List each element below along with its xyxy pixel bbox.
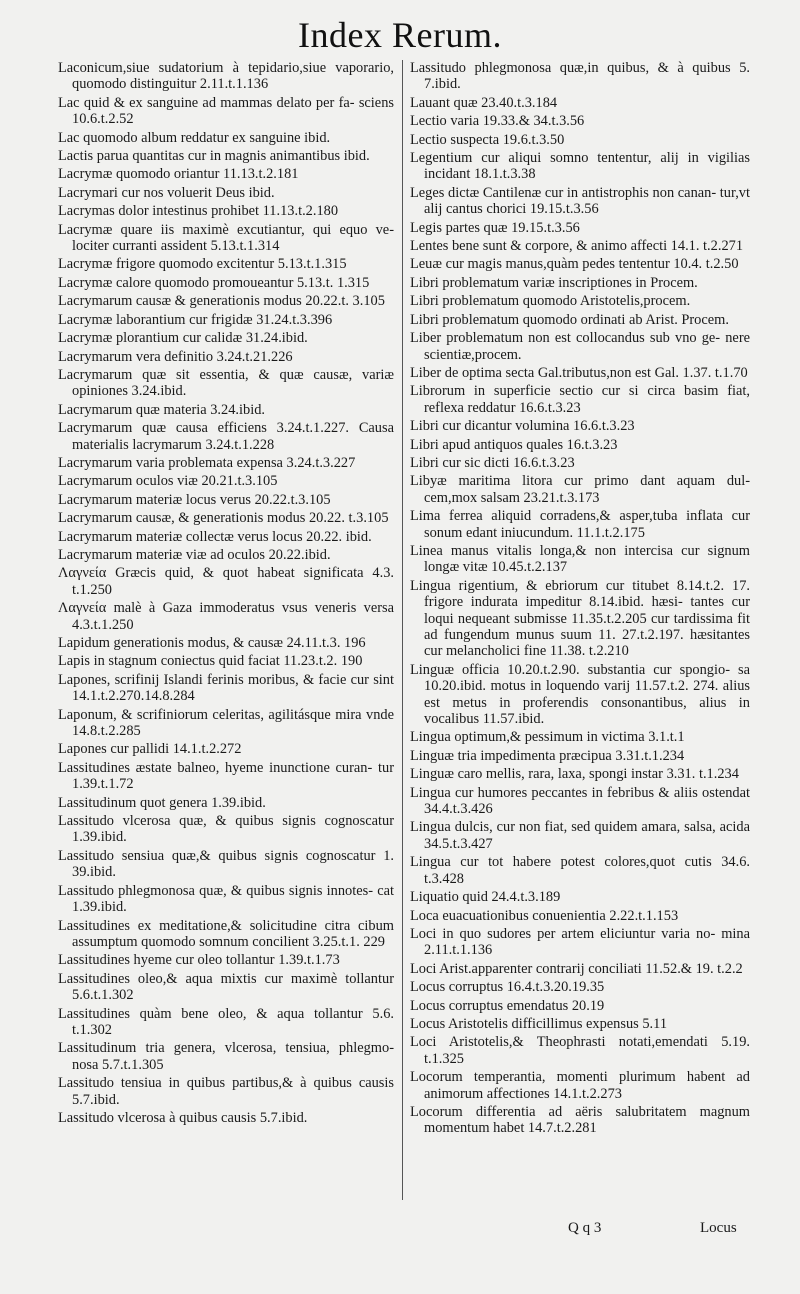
index-entry: Lentes bene sunt & corpore, & animo affecti 14.1. t.2.271 xyxy=(410,238,744,255)
index-entry: Lapidum generationis modus, & causæ 24.11.t.3. 196 xyxy=(58,635,366,651)
index-entry: Loci in quo sudores per artem eliciuntur varia no- mina 2.11.t.1.136 xyxy=(410,925,750,959)
index-entry: Lassitudo phlegmonosa quæ, & quibus signis innotes- cat 1.39.ibid. xyxy=(58,882,394,916)
index-entry: Lacrymarum quæ causa efficiens 3.24.t.1.227. Causa materialis lacrymarum 3.24.t.1.228 xyxy=(58,420,394,453)
index-entry: Linea manus vitalis longa,& non intercisa cur signum longæ vitæ 10.45.t.2.137 xyxy=(410,542,750,576)
index-entry: Locus Aristotelis difficillimus expensus 5.11 xyxy=(410,1015,668,1032)
index-entry: Lacrymæ plorantium cur calidæ 31.24.ibid. xyxy=(58,330,308,347)
index-entry: Lassitudines oleo,& aqua mixtis cur maximè tollantur 5.6.t.1.302 xyxy=(58,970,394,1004)
index-entry: Loci Aristotelis,& Theophrasti notati,emendati 5.19. t.1.325 xyxy=(410,1034,750,1067)
index-entry: Locus corruptus 16.4.t.3.20.19.35 xyxy=(410,979,605,996)
index-entry: Lassitudo tensiua in quibus partibus,& à quibus causis 5.7.ibid. xyxy=(58,1075,394,1108)
index-entry: Lingua dulcis, cur non fiat, sed quidem amara, salsa, acida 34.5.t.3.427 xyxy=(410,819,750,852)
index-entry: Leges dictæ Cantilenæ cur in antistrophis non canan- tur,vt alij cantus chorici 19.15.t.3.56 xyxy=(410,184,750,218)
index-entry: Locorum temperantia, momenti plurimum habent ad animorum affectiones 14.1.t.2.273 xyxy=(410,1069,750,1102)
index-entry: Lingua cur tot habere potest colores,quot cutis 34.6. t.3.428 xyxy=(410,854,750,887)
index-entry: Lassitudines æstate balneo, hyeme inunctione curan- tur 1.39.t.1.72 xyxy=(58,759,394,793)
index-entry: Lacrymarum varia problemata expensa 3.24.t.3.227 xyxy=(58,454,356,471)
index-entry: Lacrymari cur nos voluerit Deus ibid. xyxy=(58,184,275,201)
index-entry: Librorum in superficie sectio cur si circa basim fiat, reflexa reddatur 16.6.t.3.23 xyxy=(410,383,750,416)
index-entry: Λαγνεία malè à Gaza immoderatus vsus veneris versa 4.3.t.1.250 xyxy=(58,600,394,633)
index-entry: Lassitudines hyeme cur oleo tollantur 1.39.t.1.73 xyxy=(58,952,340,969)
index-entry: Lac quomodo album reddatur ex sanguine ibid. xyxy=(58,129,331,146)
index-entry: Lacrymarum materiæ viæ ad oculos 20.22.ibid. xyxy=(58,546,331,563)
index-entry: Libyæ maritima litora cur primo dant aquam dul- cem,mox salsam 23.21.t.3.173 xyxy=(410,473,750,506)
index-entry: Lactis parua quantitas cur in magnis animantibus ibid. xyxy=(58,148,370,165)
index-entry: Lassitudines ex meditatione,& solicitudine citra cibum assumptum quomodo somnum concilient 3.25.t.1. 229 xyxy=(58,917,394,950)
index-entry: Lectio varia 19.33.& 34.t.3.56 xyxy=(410,113,585,130)
index-entry: Lapones cur pallidi 14.1.t.2.272 xyxy=(58,741,242,758)
index-entry: Libri cur dicantur volumina 16.6.t.3.23 xyxy=(410,418,635,435)
index-entry: Lassitudo sensiua quæ,& quibus signis cognoscatur 1. 39.ibid. xyxy=(58,847,394,881)
index-entry: Lingua rigentium, & ebriorum cur titubet 8.14.t.2. 17. frigore indurata impeditur 8.14.ibid. hæsi- tantes cur loqui nequeant submisse 11.35.t.2.205 cur tardissima fit ad fungendum munus suum 11. 27.t.2.197. hæsitantes cur melancholici fine 11.38. t.2.210 xyxy=(410,577,750,660)
index-entry: Lacrymarum oculos viæ 20.21.t.3.105 xyxy=(58,473,278,490)
index-entry: Locus corruptus emendatus 20.19 xyxy=(410,997,605,1014)
catchword: Locus xyxy=(700,1220,737,1236)
index-entry: Liber problematum non est collocandus sub vno ge- nere scientiæ,procem. xyxy=(410,330,750,363)
index-entry: Lacrymarum materiæ collectæ verus locus 20.22. ibid. xyxy=(58,528,372,545)
index-entry: Legentium cur aliqui somno tententur, alij in vigilias incidant 18.1.t.3.38 xyxy=(410,150,750,183)
index-entry: Liber de optima secta Gal.tributus,non est Gal. 1.37. t.1.70 xyxy=(410,364,748,381)
index-entry: Lacrymarum causæ & generationis modus 20.22.t. 3.105 xyxy=(58,293,385,310)
index-entry: Lingua optimum,& pessimum in victima 3.1.t.1 xyxy=(410,729,685,746)
index-entry: Lac quid & ex sanguine ad mammas delato per fa- sciens 10.6.t.2.52 xyxy=(58,94,394,128)
index-entry: Liquatio quid 24.4.t.3.189 xyxy=(410,889,561,906)
index-entry: Libri cur sic dicti 16.6.t.3.23 xyxy=(410,454,575,471)
index-entry: Linguæ officia 10.20.t.2.90. substantia cur spongio- sa 10.20.ibid. motus in loquendo varij 11.57.t.2. 274. alius est metus in proferendis consonantibus, alius in vocalibus 11.57.ibid. xyxy=(410,661,750,728)
index-entry: Lapones, scrifinij Islandi ferinis moribus, & facie cur sint 14.1.t.2.270.14.8.284 xyxy=(58,671,394,705)
index-entry: Lacrymas dolor intestinus prohibet 11.13.t.2.180 xyxy=(58,203,339,220)
index-entry: Libri problematum variæ inscriptiones in Procem. xyxy=(410,274,698,291)
index-entry: Libri problematum quomodo ordinati ab Arist. Procem. xyxy=(410,311,729,328)
index-entry: Lauant quæ 23.40.t.3.184 xyxy=(410,94,558,111)
index-entry: Loca euacuationibus conuenientia 2.22.t.1.153 xyxy=(410,907,679,924)
index-entry: Legis partes quæ 19.15.t.3.56 xyxy=(410,219,580,236)
index-entry: Libri apud antiquos quales 16.t.3.23 xyxy=(410,436,618,453)
index-entry: Lacrymæ quomodo oriantur 11.13.t.2.181 xyxy=(58,166,299,183)
index-entry: Linguæ tria impedimenta præcipua 3.31.t.1.234 xyxy=(410,747,685,764)
index-entry: Lima ferrea aliquid corradens,& asper,tuba inflata cur sonum edant iniucundum. 11.1.t.2.175 xyxy=(410,508,750,541)
index-entry: Locorum differentia ad aëris salubritatem magnum momentum habet 14.7.t.2.281 xyxy=(410,1103,750,1137)
index-column-left xyxy=(58,60,394,1128)
column-divider xyxy=(402,60,403,1200)
index-entry: Lacrymarum vera definitio 3.24.t.21.226 xyxy=(58,348,293,365)
index-entry: Lacrymarum materiæ locus verus 20.22.t.3.105 xyxy=(58,491,331,508)
index-entry: Laponum, & scrifiniorum celeritas, agilitásque mira vnde 14.8.t.2.285 xyxy=(58,706,394,740)
index-column-right xyxy=(410,60,750,1139)
index-entry: Lectio suspecta 19.6.t.3.50 xyxy=(410,131,565,148)
index-entry: Λαγνεία Græcis quid, & quot habeat significata 4.3. t.1.250 xyxy=(58,565,394,598)
index-entry: Lassitudo vlcerosa quæ, & quibus signis cognoscatur 1.39.ibid. xyxy=(58,813,394,846)
index-entry: Libri problematum quomodo Aristotelis,procem. xyxy=(410,293,691,310)
index-entry: Lassitudo vlcerosa à quibus causis 5.7.ibid. xyxy=(58,1109,308,1126)
index-entry: Lacrymæ laborantium cur frigidæ 31.24.t.3.396 xyxy=(58,311,333,328)
page-footer xyxy=(0,1220,800,1244)
index-entry: Lassitudinum quot genera 1.39.ibid. xyxy=(58,794,266,811)
index-entry: Laconicum,siue sudatorium à tepidario,siue vaporario, quomodo distinguitur 2.11.t.1.136 xyxy=(58,60,394,93)
index-entry: Lacrymarum quæ sit essentia, & quæ causæ, variæ opiniones 3.24.ibid. xyxy=(58,366,394,400)
index-entry: Linguæ caro mellis, rara, laxa, spongi instar 3.31. t.1.234 xyxy=(410,766,739,783)
index-entry: Lacrymæ calore quomodo promoueantur 5.13.t. 1.315 xyxy=(58,274,370,291)
page-title: Index Rerum. xyxy=(298,15,502,55)
index-entry: Lassitudinum tria genera, vlcerosa, tensiua, phlegmo- nosa 5.7.t.1.305 xyxy=(58,1040,394,1073)
index-entry: Leuæ cur magis manus,quàm pedes tententur 10.4. t.2.50 xyxy=(410,256,739,273)
index-entry: Lassitudo phlegmonosa quæ,in quibus, & à quibus 5. 7.ibid. xyxy=(410,60,750,93)
index-entry: Lapis in stagnum coniectus quid faciat 11.23.t.2. 190 xyxy=(58,653,363,670)
index-entry: Lacrymarum quæ materia 3.24.ibid. xyxy=(58,401,266,418)
index-entry: Loci Arist.apparenter contrarij conciliati 11.52.& 19. t.2.2 xyxy=(410,960,743,977)
index-entry: Lacrymæ quare iis maximè excutiantur, qui equo ve- lociter curranti assident 5.13.t.1.314 xyxy=(58,221,394,255)
index-entry: Lacrymæ frigore quomodo excitentur 5.13.t.1.315 xyxy=(58,256,347,273)
index-entry: Lingua cur humores peccantes in febribus & aliis ostendat 34.4.t.3.426 xyxy=(410,784,750,818)
index-entry: Lassitudines quàm bene oleo, & aqua tollantur 5.6. t.1.302 xyxy=(58,1005,394,1038)
index-entry: Lacrymarum causæ, & generationis modus 20.22. t.3.105 xyxy=(58,510,389,527)
signature-mark: Q q 3 xyxy=(568,1220,602,1236)
